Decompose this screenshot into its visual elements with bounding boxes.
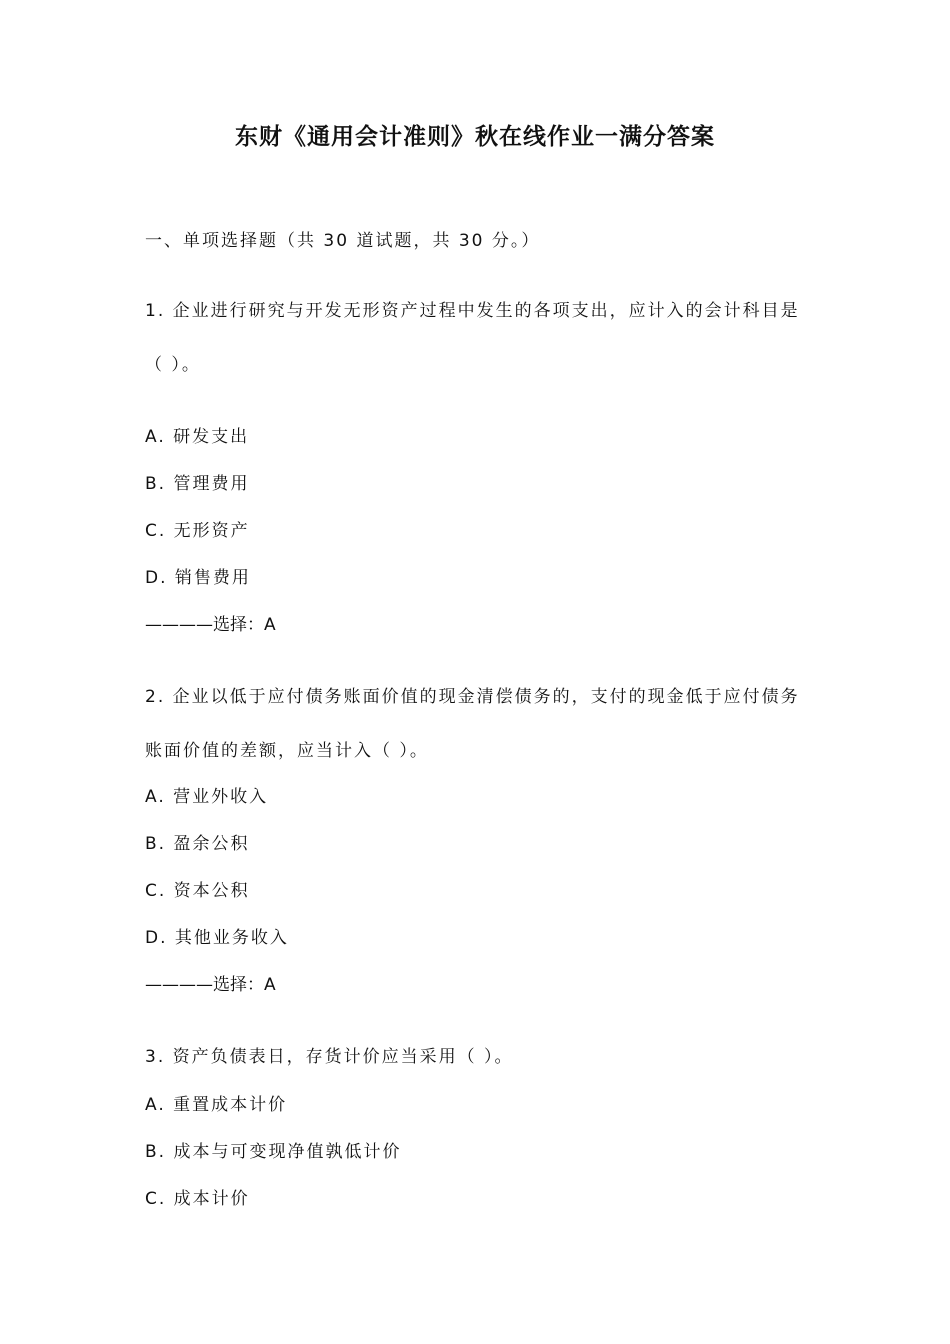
- question-3-option-b: B. 成本与可变现净值孰低计价: [145, 1142, 402, 1162]
- question-2-stem: 2. 企业以低于应付债务账面价值的现金清偿债务的，支付的现金低于应付债务: [145, 687, 800, 707]
- document-title: 东财《通用会计准则》秋在线作业一满分答案: [235, 124, 715, 150]
- question-2-option-c: C. 资本公积: [145, 881, 250, 901]
- question-1-answer: ————选择：A: [145, 615, 276, 635]
- question-2-answer: ————选择：A: [145, 975, 276, 995]
- question-2-option-d: D. 其他业务收入: [145, 928, 289, 948]
- question-1-option-d: D. 销售费用: [145, 568, 251, 588]
- section-heading: 一、单项选择题（共 30 道试题，共 30 分。）: [145, 231, 541, 251]
- question-3-option-a: A. 重置成本计价: [145, 1095, 288, 1115]
- question-2-option-b: B. 盈余公积: [145, 834, 250, 854]
- question-1-stem-continued: （ ）。: [145, 355, 201, 375]
- question-2-stem-continued: 账面价值的差额，应当计入（ ）。: [145, 741, 429, 761]
- question-2-option-a: A. 营业外收入: [145, 787, 269, 807]
- question-1-stem: 1. 企业进行研究与开发无形资产过程中发生的各项支出，应计入的会计科目是: [145, 301, 800, 321]
- question-1-option-b: B. 管理费用: [145, 474, 250, 494]
- question-3-stem: 3. 资产负债表日，存货计价应当采用（ ）。: [145, 1047, 514, 1067]
- question-3-option-c: C. 成本计价: [145, 1189, 250, 1209]
- question-1-option-c: C. 无形资产: [145, 521, 250, 541]
- question-1-option-a: A. 研发支出: [145, 427, 250, 447]
